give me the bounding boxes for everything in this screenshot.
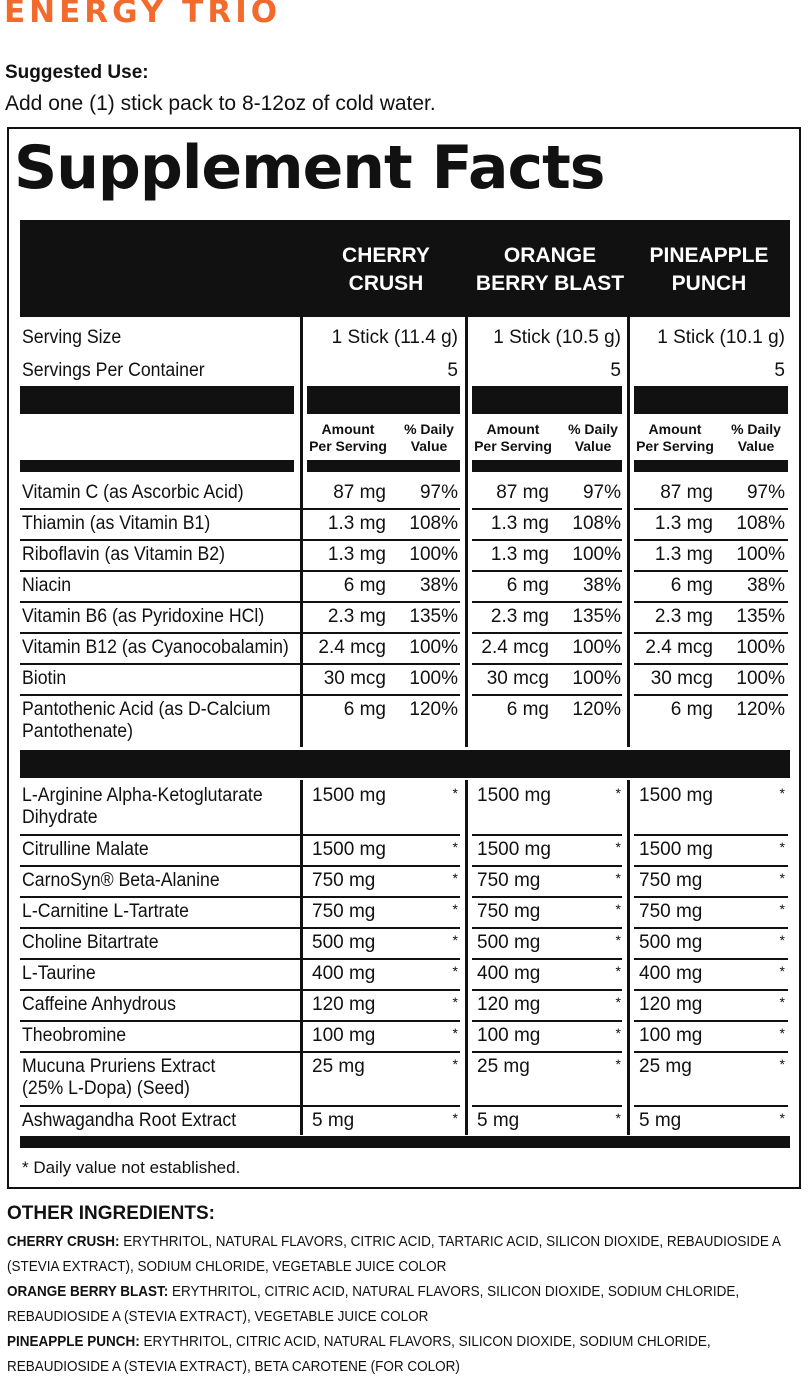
row-dv: 100%: [409, 637, 458, 658]
section-bar-thin: [634, 460, 788, 472]
section-bar: [472, 386, 622, 414]
row-separator: [20, 958, 314, 960]
row-separator: [307, 539, 460, 541]
row-amount: 750 mg: [477, 870, 541, 891]
row-separator: [307, 632, 460, 634]
row-amount: 30 mcg: [650, 668, 713, 689]
row-amount: 1.3 mg: [654, 513, 713, 534]
row-separator: [634, 601, 788, 603]
row-separator: [20, 663, 314, 665]
amount-header: [472, 421, 554, 455]
row-label: Theobromine: [22, 1025, 127, 1046]
flavor-name: CHERRY CRUSH:: [7, 1233, 120, 1250]
section-divider-bar: [20, 750, 790, 778]
dv-header-line: Value: [737, 438, 775, 454]
row-amount: 6 mg: [343, 575, 386, 596]
row-dv: *: [615, 870, 621, 886]
row-separator: [472, 663, 622, 665]
row-dv: *: [615, 1025, 621, 1041]
row-dv: *: [779, 785, 785, 801]
footnote: * Daily value not established.: [22, 1158, 241, 1177]
row-dv: *: [779, 839, 785, 855]
row-dv: *: [452, 994, 458, 1010]
row-dv: 135%: [572, 606, 621, 627]
row-dv: *: [615, 839, 621, 855]
row-separator: [472, 601, 622, 603]
row-separator: [634, 539, 788, 541]
row-amount: 6 mg: [670, 699, 713, 720]
serving-size-value: 1 Stick (10.1 g): [657, 327, 785, 348]
row-label: (25% L-Dopa) (Seed): [22, 1078, 190, 1099]
row-dv: 100%: [572, 637, 621, 658]
dv-header-line: Value: [410, 438, 448, 454]
row-dv: 100%: [409, 668, 458, 689]
servings-value: 5: [447, 360, 458, 381]
row-label: Riboflavin (as Vitamin B2): [22, 544, 225, 565]
row-amount: 1500 mg: [639, 839, 713, 860]
row-dv: *: [779, 870, 785, 886]
row-dv: *: [452, 839, 458, 855]
row-amount: 100 mg: [639, 1025, 703, 1046]
dv-header-line: % Daily: [731, 421, 781, 437]
column-divider: [465, 317, 468, 747]
row-amount: 2.3 mg: [327, 606, 386, 627]
row-dv: *: [615, 963, 621, 979]
ingredient-line: [7, 1329, 711, 1354]
row-dv: 120%: [572, 699, 621, 720]
row-separator: [472, 694, 622, 696]
row-separator: [20, 1105, 314, 1107]
column-header-orange-berry-blast: [468, 242, 632, 298]
section-bar: [307, 386, 460, 414]
row-dv: *: [452, 1025, 458, 1041]
row-dv: *: [452, 1056, 458, 1072]
row-separator: [634, 508, 788, 510]
column-header-line: CRUSH: [348, 272, 424, 295]
ingredient-text: ERYTHRITOL, CITRIC ACID, NATURAL FLAVORS, SILICON DIOXIDE, SODIUM CHLORIDE,: [172, 1283, 740, 1300]
row-dv: *: [452, 932, 458, 948]
row-amount: 400 mg: [639, 963, 703, 984]
column-divider: [627, 317, 630, 747]
row-dv: 100%: [409, 544, 458, 565]
amount-header-line: Amount: [321, 421, 375, 437]
row-dv: 135%: [409, 606, 458, 627]
row-dv: 100%: [736, 668, 785, 689]
dv-header: [396, 421, 462, 455]
row-separator: [20, 601, 314, 603]
ingredient-line: [7, 1229, 781, 1254]
brand-title: ENERGY TRIO: [4, 0, 282, 30]
row-amount: 30 mcg: [323, 668, 386, 689]
row-dv: *: [615, 785, 621, 801]
ingredient-text: REBAUDIOSIDE A (STEVIA EXTRACT), VEGETABLE JUICE COLOR: [7, 1308, 429, 1325]
row-separator: [20, 896, 314, 898]
column-header-cherry-crush: [302, 242, 470, 298]
row-label: Mucuna Pruriens Extract: [22, 1056, 216, 1077]
row-dv: *: [615, 901, 621, 917]
row-dv: 100%: [736, 544, 785, 565]
servings-value: 5: [610, 360, 621, 381]
row-dv: *: [615, 932, 621, 948]
row-dv: 38%: [419, 575, 458, 596]
row-amount: 500 mg: [639, 932, 703, 953]
row-dv: 97%: [419, 482, 458, 503]
row-dv: *: [779, 1056, 785, 1072]
row-label: Vitamin C (as Ascorbic Acid): [22, 482, 244, 503]
row-dv: *: [779, 963, 785, 979]
section-bar-thin: [20, 460, 294, 472]
ingredient-text: ERYTHRITOL, CITRIC ACID, NATURAL FLAVORS, SILICON DIOXIDE, SODIUM CHLORIDE,: [143, 1333, 711, 1350]
row-separator: [634, 632, 788, 634]
amount-header-line: Amount: [648, 421, 702, 437]
row-amount: 87 mg: [496, 482, 549, 503]
row-separator: [634, 663, 788, 665]
amount-header-line: Amount: [486, 421, 540, 437]
serving-size-label: Serving Size: [22, 327, 122, 348]
row-dv: 38%: [582, 575, 621, 596]
row-amount: 1.3 mg: [490, 544, 549, 565]
row-amount: 2.4 mcg: [645, 637, 713, 658]
servings-per-container-label: Servings Per Container: [22, 360, 205, 381]
column-divider: [300, 317, 303, 747]
column-divider: [300, 780, 303, 1135]
suggested-use-text: Add one (1) stick pack to 8-12oz of cold water.: [5, 92, 436, 115]
row-dv: *: [452, 901, 458, 917]
row-amount: 750 mg: [312, 901, 376, 922]
row-amount: 6 mg: [670, 575, 713, 596]
row-amount: 1500 mg: [312, 839, 386, 860]
row-dv: 120%: [409, 699, 458, 720]
ingredient-line: [7, 1254, 446, 1279]
row-separator: [472, 508, 622, 510]
serving-size-value: 1 Stick (10.5 g): [493, 327, 621, 348]
row-separator: [472, 632, 622, 634]
row-amount: 2.4 mcg: [318, 637, 386, 658]
ingredient-line: [7, 1279, 739, 1304]
column-divider: [465, 780, 468, 1135]
row-amount: 100 mg: [477, 1025, 541, 1046]
amount-header-line: Per Serving: [474, 438, 552, 454]
row-separator: [307, 601, 460, 603]
row-dv: *: [779, 901, 785, 917]
row-amount: 2.3 mg: [490, 606, 549, 627]
row-label: Dihydrate: [22, 807, 98, 828]
row-dv: *: [779, 1110, 785, 1126]
dv-header: [561, 421, 625, 455]
dv-header-line: Value: [574, 438, 612, 454]
row-separator: [20, 1051, 314, 1053]
row-separator: [20, 1020, 314, 1022]
bottom-bar: [20, 1136, 790, 1148]
row-dv: *: [615, 994, 621, 1010]
row-separator: [307, 570, 460, 572]
row-amount: 6 mg: [343, 699, 386, 720]
ingredient-line: [7, 1354, 460, 1379]
row-dv: *: [452, 785, 458, 801]
row-dv: 97%: [582, 482, 621, 503]
row-label: L-Taurine: [22, 963, 96, 984]
row-label: Niacin: [22, 575, 72, 596]
row-dv: 100%: [572, 668, 621, 689]
row-amount: 30 mcg: [486, 668, 549, 689]
row-separator: [307, 508, 460, 510]
ingredient-text: ERYTHRITOL, NATURAL FLAVORS, CITRIC ACID, TARTARIC ACID, SILICON DIOXIDE, REBAUDIOSIDE A: [123, 1233, 781, 1250]
row-amount: 120 mg: [312, 994, 376, 1015]
row-label: L-Carnitine L-Tartrate: [22, 901, 189, 922]
section-bar-thin: [307, 460, 460, 472]
row-amount: 500 mg: [477, 932, 541, 953]
row-amount: 120 mg: [639, 994, 703, 1015]
row-amount: 25 mg: [639, 1056, 692, 1077]
row-amount: 750 mg: [312, 870, 376, 891]
row-amount: 6 mg: [506, 575, 549, 596]
row-separator: [20, 632, 314, 634]
row-amount: 1.3 mg: [654, 544, 713, 565]
row-amount: 1.3 mg: [490, 513, 549, 534]
row-dv: *: [452, 963, 458, 979]
row-dv: 108%: [736, 513, 785, 534]
row-amount: 2.4 mcg: [481, 637, 549, 658]
row-dv: *: [615, 1110, 621, 1126]
flavor-name: PINEAPPLE PUNCH:: [7, 1333, 140, 1350]
row-dv: 100%: [572, 544, 621, 565]
section-bar: [20, 386, 294, 414]
row-amount: 120 mg: [477, 994, 541, 1015]
row-label: CarnoSyn® Beta-Alanine: [22, 870, 220, 891]
row-amount: 2.3 mg: [654, 606, 713, 627]
row-dv: *: [452, 870, 458, 886]
row-separator: [634, 570, 788, 572]
servings-value: 5: [774, 360, 785, 381]
ingredient-text: REBAUDIOSIDE A (STEVIA EXTRACT), BETA CAROTENE (FOR COLOR): [7, 1358, 460, 1375]
row-separator: [20, 508, 314, 510]
row-dv: 135%: [736, 606, 785, 627]
row-amount: 87 mg: [333, 482, 386, 503]
row-separator: [20, 539, 314, 541]
row-amount: 100 mg: [312, 1025, 376, 1046]
row-label: Thiamin (as Vitamin B1): [22, 513, 211, 534]
flavor-name: ORANGE BERRY BLAST:: [7, 1283, 169, 1300]
row-amount: 5 mg: [312, 1110, 355, 1131]
row-dv: *: [779, 994, 785, 1010]
row-label: Ashwagandha Root Extract: [22, 1110, 237, 1131]
column-header-line: BERRY BLAST: [475, 272, 625, 295]
row-dv: *: [615, 1056, 621, 1072]
amount-header: [634, 421, 716, 455]
dv-header-line: % Daily: [404, 421, 454, 437]
row-separator: [20, 989, 314, 991]
row-dv: 108%: [572, 513, 621, 534]
column-header-pineapple-punch: [630, 242, 788, 298]
row-dv: 100%: [736, 637, 785, 658]
row-amount: 400 mg: [312, 963, 376, 984]
row-label: Biotin: [22, 668, 67, 689]
row-amount: 1.3 mg: [327, 513, 386, 534]
row-separator: [20, 834, 314, 836]
column-divider: [627, 780, 630, 1135]
row-amount: 25 mg: [477, 1056, 530, 1077]
row-label: Citrulline Malate: [22, 839, 149, 860]
row-separator: [472, 539, 622, 541]
row-label: L-Arginine Alpha-Ketoglutarate: [22, 785, 263, 806]
row-separator: [20, 865, 314, 867]
suggested-use-heading: Suggested Use:: [5, 62, 149, 83]
row-amount: 750 mg: [639, 901, 703, 922]
row-separator: [634, 694, 788, 696]
row-amount: 1500 mg: [477, 839, 551, 860]
row-amount: 400 mg: [477, 963, 541, 984]
row-label: Vitamin B12 (as Cyanocobalamin): [22, 637, 289, 658]
amount-header: [307, 421, 389, 455]
row-amount: 1500 mg: [312, 785, 386, 806]
row-separator: [307, 694, 460, 696]
ingredient-line: [7, 1304, 428, 1329]
row-amount: 1500 mg: [639, 785, 713, 806]
row-separator: [307, 663, 460, 665]
row-dv: *: [779, 1025, 785, 1041]
row-amount: 1500 mg: [477, 785, 551, 806]
row-amount: 1.3 mg: [327, 544, 386, 565]
row-label: Caffeine Anhydrous: [22, 994, 176, 1015]
dv-header: [724, 421, 788, 455]
row-amount: 5 mg: [639, 1110, 682, 1131]
row-amount: 6 mg: [506, 699, 549, 720]
column-header-line: CHERRY: [342, 244, 430, 267]
section-bar: [634, 386, 788, 414]
row-dv: 97%: [746, 482, 785, 503]
supplement-facts-title: Supplement Facts: [14, 133, 605, 203]
row-label: Vitamin B6 (as Pyridoxine HCl): [22, 606, 265, 627]
row-amount: 750 mg: [477, 901, 541, 922]
row-dv: *: [779, 932, 785, 948]
column-header-line: PUNCH: [671, 272, 747, 295]
row-label: Pantothenic Acid (as D-Calcium: [22, 699, 271, 720]
row-separator: [472, 570, 622, 572]
section-bar-thin: [472, 460, 622, 472]
row-separator: [20, 570, 314, 572]
row-amount: 25 mg: [312, 1056, 365, 1077]
dv-header-line: % Daily: [568, 421, 618, 437]
row-label: Choline Bitartrate: [22, 932, 159, 953]
ingredient-text: (STEVIA EXTRACT), SODIUM CHLORIDE, VEGETABLE JUICE COLOR: [7, 1258, 447, 1275]
other-ingredients-heading: OTHER INGREDIENTS:: [7, 1203, 215, 1224]
row-amount: 87 mg: [660, 482, 713, 503]
row-dv: 108%: [409, 513, 458, 534]
amount-header-line: Per Serving: [636, 438, 714, 454]
row-dv: 38%: [746, 575, 785, 596]
row-amount: 5 mg: [477, 1110, 520, 1131]
row-label: Pantothenate): [22, 721, 134, 742]
row-dv: 120%: [736, 699, 785, 720]
row-separator: [20, 694, 314, 696]
serving-size-value: 1 Stick (11.4 g): [331, 327, 458, 348]
row-separator: [20, 927, 314, 929]
amount-header-line: Per Serving: [309, 438, 387, 454]
row-amount: 750 mg: [639, 870, 703, 891]
row-amount: 500 mg: [312, 932, 376, 953]
row-dv: *: [452, 1110, 458, 1126]
column-header-line: ORANGE: [503, 244, 597, 267]
column-header-line: PINEAPPLE: [649, 244, 769, 267]
